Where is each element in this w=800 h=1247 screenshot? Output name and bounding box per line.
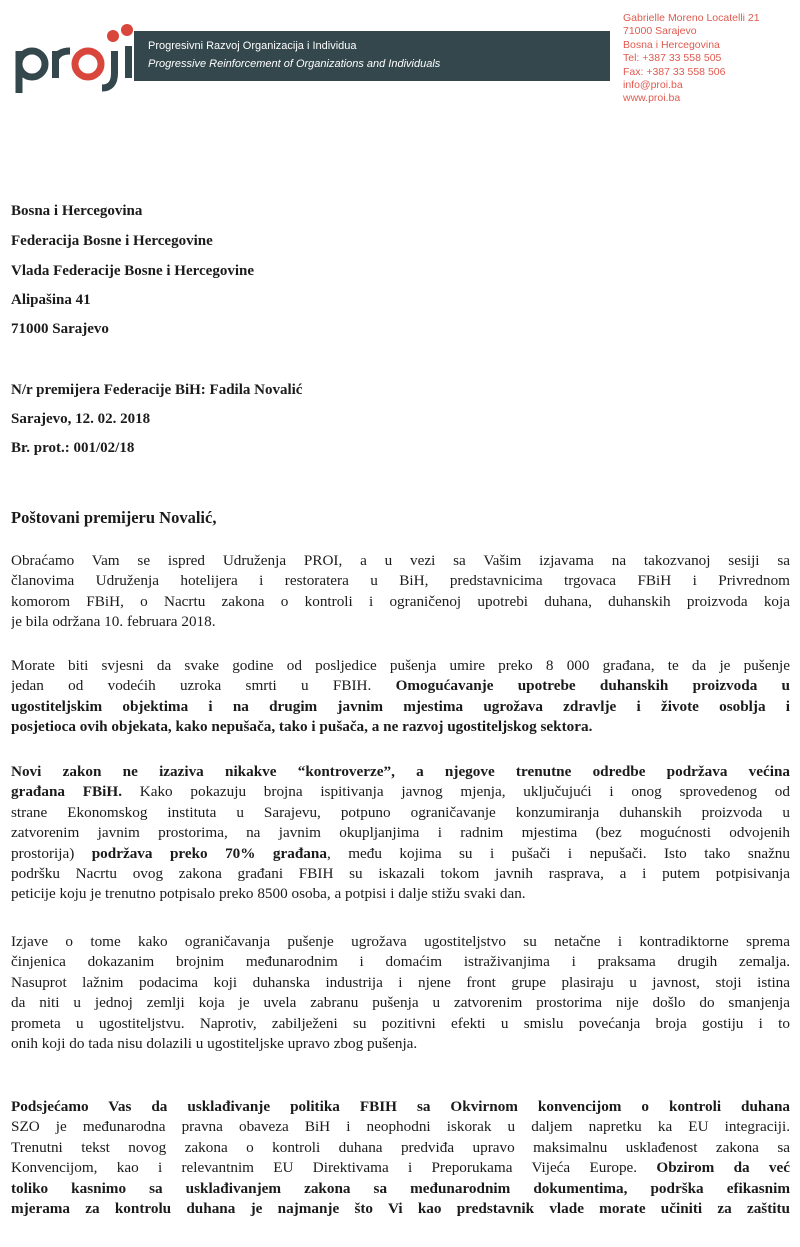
text-line: Podsjećamo Vas da usklađivanje politika FBIH sa Okvirnom konvencijom o kontroli duhana bbox=[11, 1098, 790, 1115]
contact-fax: Fax: +387 33 558 506 bbox=[623, 65, 726, 78]
text-line: Morate biti svjesni da svake godine od posljedice pušenja umire preko 8 000 građana, te da je pušenje bbox=[11, 657, 790, 674]
text-line: podršku Nacrtu ovog zakona građani FBIH su iskazali tokom javnih rasprava, a i putem potpisivanja bbox=[11, 864, 790, 882]
contact-block bbox=[623, 12, 760, 106]
text-line: zatvorenim javnim prostorima, na javnim okupljanjima i radnim mjestima (bez mogućnosti odvojenih bbox=[11, 824, 790, 842]
text-line: Obraćamo Vam se ispred Udruženja PROI, a u vezi sa Vašim izjavama na takozvanoj sesiji sa bbox=[11, 552, 790, 569]
text-line: strane Ekonomskog instituta u Sarajevu, potpuno ograničavanje konzumiranja duhanskih proizvoda u bbox=[11, 803, 790, 821]
paragraph-1 bbox=[11, 551, 790, 633]
contact-city: 71000 Sarajevo bbox=[623, 25, 697, 38]
text-line: posjetioca ovih objekata, kako nepušača, tako i pušača, a ne razvoj ugostiteljskog sektora. bbox=[11, 718, 593, 736]
recipient-line: Alipašina 41 bbox=[11, 292, 91, 308]
recipient-line: 71000 Sarajevo bbox=[11, 321, 109, 337]
recipient-line: Federacija Bosne i Hercegovine bbox=[11, 233, 213, 249]
contact-phone: Tel: +387 33 558 505 bbox=[623, 52, 722, 65]
recipient-line: Bosna i Hercegovina bbox=[11, 203, 143, 219]
text-line: Novi zakon ne izaziva nikakve “kontroverze”, a njegove trenutne odredbe podržava većina bbox=[11, 763, 790, 780]
text-line: Trenutni tekst novog zakona o kontroli duhana predviđa upravo maksimalnu usklađenost zakona sa bbox=[11, 1138, 790, 1156]
text-line: Nasuprot lažnim podacima koji duhanska industrija i njene front grupe plasiraju u javnost, stoji istina bbox=[11, 973, 790, 991]
text-line: jedan od vodećih uzroka smrti u FBIH. Omogućavanje upotrebe duhanskih proizvoda u bbox=[11, 677, 790, 695]
protocol-number: Br. prot.: 001/02/18 bbox=[11, 440, 135, 456]
text-line: Konvencijom, kao i relevantnim EU Direktivama i Preporukama Vijeća Europe. Obzirom da već bbox=[11, 1159, 790, 1177]
salutation: Poštovani premijeru Novalić, bbox=[11, 508, 217, 527]
attention-line: N/r premijera Federacije BiH: Fadila Novalić bbox=[11, 382, 303, 398]
contact-country: Bosna i Hercegovina bbox=[623, 38, 720, 51]
text-line: ugostiteljskim objektima i na drugim javnim mjestima ugrožava zdravlje i živote osoblja i bbox=[11, 697, 790, 715]
text-line: toliko kasnimo sa usklađivanjem zakona sa međunarodnim dokumentima, podrška efikasnim bbox=[11, 1179, 790, 1197]
text-line: onih koji do tada nisu dolazili u ugostiteljske upravo zbog pušenja. bbox=[11, 1034, 418, 1052]
proi-logo bbox=[10, 18, 140, 98]
text-line: peticije koju je trenutno potpisalo preko 8500 osoba, a potpisi i dalje stižu svaki dan. bbox=[11, 885, 526, 903]
place-date: Sarajevo, 12. 02. 2018 bbox=[11, 411, 151, 427]
text-line: Izjave o tome kako ograničavanja pušenje ugrožava ugostiteljstvo su netačne i kontradiktorne sprema bbox=[11, 933, 790, 950]
paragraph-4 bbox=[11, 932, 790, 1054]
paragraph-3 bbox=[11, 762, 790, 905]
contact-address: Gabrielle Moreno Locatelli 21 bbox=[623, 12, 760, 24]
contact-website[interactable]: www.proi.ba bbox=[623, 92, 681, 105]
banner-title: Progresivni Razvoj Organizacija i Individua bbox=[148, 40, 357, 52]
text-line: građana FBiH. Kako pokazuju brojna ispitivanja javnog mjenja, uključujući i onog sprovedenog od bbox=[11, 783, 790, 801]
paragraph-5 bbox=[11, 1097, 790, 1219]
text-line: prometa u ugostiteljstvu. Naprotiv, zabilježeni su pozitivni efekti u smislu povećanja broja gostiju i to bbox=[11, 1014, 790, 1032]
text-line: je bila održana 10. februara 2018. bbox=[11, 613, 216, 631]
contact-email[interactable]: info@proi.ba bbox=[623, 79, 683, 92]
text-line: prostorija) podržava preko 70% građana, među kojima su i pušači i nepušači. Isto tako snažnu bbox=[11, 844, 790, 862]
text-line: činjenica dokazanim brojnim međunarodnim i domaćim istraživanjima i praksama drugih zemalja. bbox=[11, 953, 790, 971]
text-line: SZO je međunarodna pravna obaveza BiH i neophodni iskorak u daljem napretku ka EU integraciji. bbox=[11, 1118, 790, 1136]
text-line: komorom FBiH, o Nacrtu zakona o kontroli i ograničenoj upotrebi duhana, duhanskih proizvoda koja bbox=[11, 592, 790, 610]
text-line: mjerama za kontrolu duhana je najmanje što Vi kao predstavnik vlade morate učiniti za zaštitu bbox=[11, 1199, 790, 1217]
banner-subtitle: Progressive Reinforcement of Organizations and Individuals bbox=[148, 58, 441, 70]
text-line: da niti u jednoj zemlji koja je uvela zabranu pušenja u zatvorenim prostorima nije došlo do smanjenja bbox=[11, 994, 790, 1012]
header-banner bbox=[134, 31, 610, 81]
recipient-line: Vlada Federacije Bosne i Hercegovine bbox=[11, 263, 255, 279]
paragraph-2 bbox=[11, 656, 790, 738]
text-line: članovima Udruženja hotelijera i restoratera u BiH, predstavnicima trgovaca FBiH i Privrednom bbox=[11, 572, 790, 590]
